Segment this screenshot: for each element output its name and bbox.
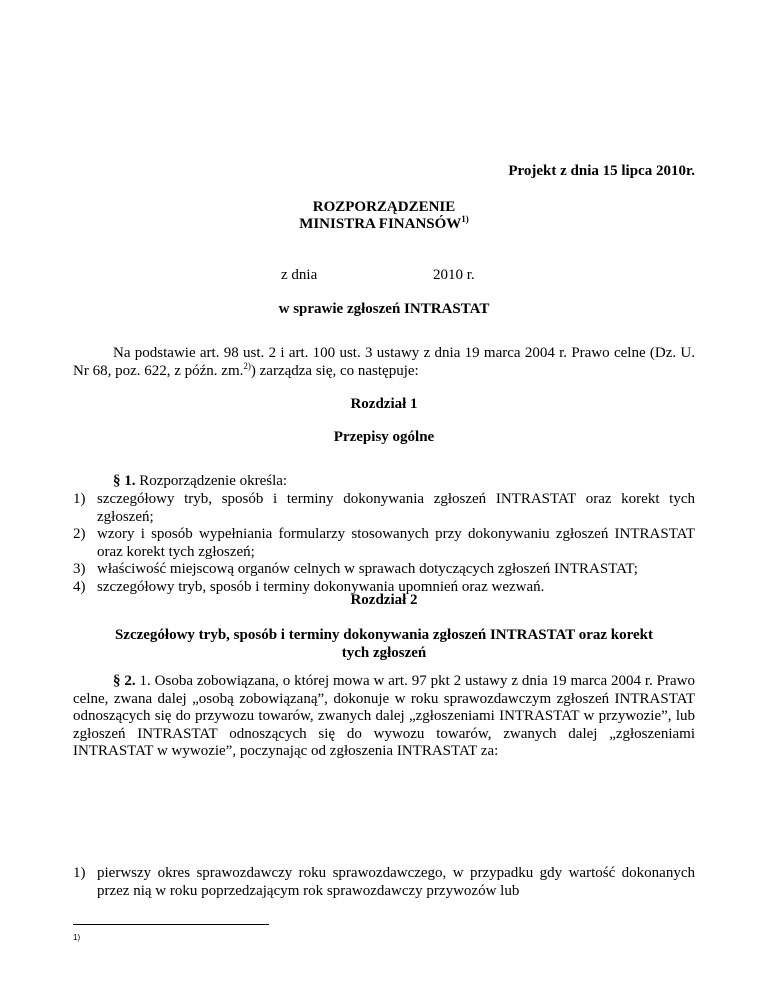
footnote-separator: [73, 924, 269, 925]
chapter-1-title: Przepisy ogólne: [333, 429, 435, 445]
section-2-list: [73, 865, 695, 900]
list-item: [73, 491, 695, 526]
list-item: [73, 865, 695, 900]
footnote-marker: 1): [73, 933, 81, 942]
list-item-text: pierwszy okres sprawozdawczy roku sprawozdawczego, w przypadku gdy wartość dokonanych przez nią w roku poprzedzającym rok sprawozdawczy przywozów lub: [97, 865, 695, 899]
date-year: 2010 r.: [433, 267, 475, 283]
draft-date-note: Projekt z dnia 15 lipca 2010r.: [508, 163, 695, 179]
list-item-number: 3): [73, 561, 86, 577]
list-item-number: 2): [73, 526, 86, 542]
list-item-text: właściwość miejscową organów celnych w sprawach dotyczących zgłoszeń INTRASTAT;: [97, 561, 638, 577]
document-type-title: ROZPORZĄDZENIE: [312, 199, 456, 215]
preamble-text-a: Na podstawie art. 98 ust. 2 i art. 100 ust. 3 ustawy z dnia 19 marca 2004 r. Prawo celne (Dz. U. Nr 68, poz. 622, z późn. zm.: [73, 345, 695, 379]
section-2-text: 1. Osoba zobowiązana, o której mowa w art. 97 pkt 2 ustawy z dnia 19 marca 2004 r. Prawo celne, zwana dalej „osobą zobowiązaną”, dokonuje w roku sprawozdawczym zgłoszeń INTRASTAT odnoszących się do przywozu towarów, zwanych dalej „zgłoszeniami INTRASTAT w przywozie”, lub zgłoszeń INTRASTAT odnoszących się do wywozu towarów, zwanych dalej „zgłoszeniami INTRASTAT w wywozie”, poczynając od zgłoszenia INTRASTAT za:: [73, 673, 696, 759]
issuer-title: [0, 216, 768, 234]
list-item-text: szczegółowy tryb, sposób i terminy dokonywania upomnień oraz wezwań.: [97, 578, 545, 595]
issuer-name: MINISTRA FINANSÓW: [299, 216, 462, 232]
list-item: [73, 526, 695, 561]
list-item-number: 4): [73, 578, 86, 595]
section-1-list: [73, 491, 695, 596]
preamble-text-b: ) zarządza się, co następuje:: [250, 362, 419, 379]
list-item: [73, 561, 695, 579]
chapter-1-number: Rozdział 1: [350, 396, 418, 412]
list-item-text: wzory i sposób wypełniania formularzy stosowanych przy dokonywaniu zgłoszeń INTRASTAT oraz korekt tych zgłoszeń;: [97, 526, 695, 560]
date-prefix: z dnia: [281, 267, 318, 283]
section-1-intro: [73, 473, 695, 491]
list-item-number: 1): [73, 865, 86, 881]
subject-title: w sprawie zgłoszeń INTRASTAT: [278, 301, 490, 317]
chapter-2-number: Rozdział 2: [350, 592, 418, 608]
list-item-number: 1): [73, 491, 86, 507]
section-1-text: Rozporządzenie określa:: [135, 473, 288, 489]
list-item-text: szczegółowy tryb, sposób i terminy dokonywania zgłoszeń INTRASTAT oraz korekt tych zgłoszeń;: [97, 491, 695, 525]
preamble-footnote-ref: 2): [243, 360, 251, 371]
preamble-paragraph: [73, 345, 695, 380]
chapter-2-title: Szczegółowy tryb, sposób i terminy dokonywania zgłoszeń INTRASTAT oraz korekt tych zgłoszeń: [114, 627, 654, 661]
section-2-paragraph: [73, 673, 695, 761]
issuer-footnote-ref: 1): [461, 214, 469, 224]
section-1-label: § 1.: [113, 473, 136, 489]
section-2-label: § 2.: [113, 673, 136, 689]
